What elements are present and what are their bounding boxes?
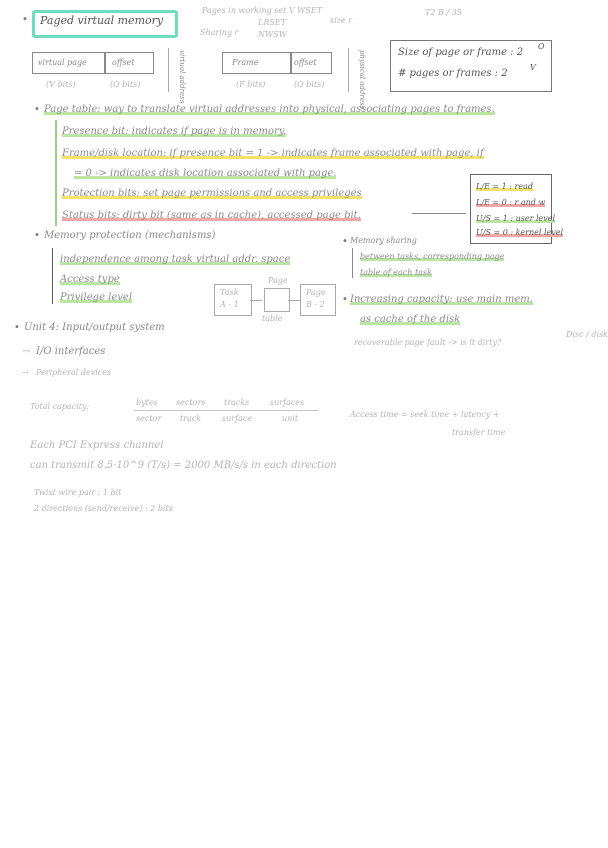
bullet-dot: • — [14, 322, 20, 333]
formula-num-1: bytes — [136, 398, 158, 407]
task-a-label: Task — [220, 288, 239, 297]
page-table-heading: Page table: way to translate virtual addresses into physical, associating pages to frames. — [44, 104, 495, 115]
bullet-dot: • — [34, 230, 40, 241]
page-table-box — [264, 288, 290, 312]
physical-side-label: physical address — [358, 50, 366, 110]
formula-num-2: sectors — [176, 398, 206, 407]
task-b-label: Page — [306, 288, 326, 297]
perm-line-2: L/E = 0 : r and w — [476, 198, 546, 207]
presence-bit-line: Presence bit: indicates if page is in memory. — [62, 126, 287, 137]
page-table-bracket — [55, 120, 57, 226]
pcie-heading: Each PCI Express channel — [30, 440, 164, 451]
virtual-side-label: virtual address — [178, 50, 186, 104]
virtual-offset-label: offset — [112, 58, 135, 67]
bullet-dot: • — [22, 14, 28, 25]
capacity-line-3: recoverable page fault -> is it dirty? — [354, 338, 502, 347]
formula-num-3: tracks — [224, 398, 250, 407]
bullet-dot: • — [342, 236, 348, 247]
protection-bracket — [52, 248, 53, 304]
header-right-note: T2 B / 35 — [425, 8, 462, 17]
page-label: Page — [268, 276, 288, 285]
physical-divider — [348, 48, 349, 92]
size-line-1: Size of page or frame : 2 — [398, 47, 524, 58]
physical-offset-label: offset — [294, 58, 317, 67]
perm-line-1: L/E = 1 : read — [476, 182, 533, 191]
virtual-page-label: virtual page — [38, 58, 87, 67]
arrow-to-perm-box — [412, 213, 466, 214]
frame-label: Frame — [232, 58, 259, 67]
virtual-divider — [168, 48, 169, 92]
task-a-sub: A - 1 — [220, 300, 239, 309]
protection-bits-line: Protection bits: set page permissions and access privileges — [62, 188, 362, 199]
access-time-line-1: Access time = seek time + latency + — [350, 410, 500, 419]
pcie-transmit-line: can transmit 8.5·10^9 (T/s) = 2000 MB/s/s in each direction — [30, 460, 337, 471]
total-capacity-label: Total capacity: — [30, 402, 90, 411]
protection-item-2: Access type — [60, 274, 120, 285]
task-b-sub: B - 2 — [306, 300, 325, 309]
memory-sharing-line-1: between tasks, corresponding page — [360, 252, 505, 261]
perm-line-4: U/S = 0 : kernel level — [476, 228, 564, 237]
io-interfaces-heading: I/O interfaces — [36, 346, 106, 357]
diagram-arrow-right — [288, 300, 300, 301]
bullet-dot: • — [34, 104, 40, 115]
physical-offset-bits: (O bits) — [294, 80, 325, 89]
capacity-line-1: Increasing capacity: use main mem. — [350, 294, 533, 305]
peripheral-heading: Peripheral devices — [36, 368, 112, 377]
bullet-dot: • — [342, 294, 348, 305]
capacity-line-2: as cache of the disk — [360, 314, 461, 325]
header-note-3: LRSET — [258, 18, 286, 27]
memory-sharing-line-2: table of each task — [360, 268, 432, 277]
memory-protection-heading: Memory protection (mechanisms) — [44, 230, 216, 241]
perm-line-3: U/S = 1 : user level — [476, 214, 556, 223]
page-title: Paged virtual memory — [40, 14, 164, 27]
unit4-heading: Unit 4: Input/output system — [24, 322, 165, 333]
formula-den-1: sector — [136, 414, 162, 423]
arrow-icon: → — [22, 346, 31, 357]
frame-location-line-1: Frame/disk location: if presence bit = 1 -> indicates frame associated with page, if — [62, 148, 484, 159]
header-note-2: size r — [330, 16, 352, 25]
header-note-5: NWSW — [258, 30, 287, 39]
pair-line: Twist wire pair : 1 bit — [34, 488, 122, 497]
header-note-1: Pages in working set V WSET — [202, 6, 323, 15]
size-line-2: # pages or frames : 2 — [398, 68, 508, 79]
table-label: table — [262, 314, 283, 323]
virtual-page-bits: (V bits) — [46, 80, 76, 89]
formula-num-4: surfaces — [270, 398, 305, 407]
header-note-4: Sharing r — [200, 28, 239, 37]
status-bits-line: Status bits: dirty bit (same as in cache), accessed page bit. — [62, 210, 361, 221]
directions-line: 2 directions (send/receive) : 2 bits — [34, 504, 173, 513]
sharing-bracket — [352, 248, 353, 278]
virtual-offset-bits: (O bits) — [110, 80, 141, 89]
capacity-side-note: Disc / disk — [566, 330, 608, 339]
frame-location-line-2: = 0 -> indicates disk location associated with page. — [74, 168, 337, 179]
size-line-2-exp: V — [530, 63, 536, 72]
memory-sharing-heading: Memory sharing — [350, 236, 417, 245]
frame-bits: (F bits) — [236, 80, 266, 89]
formula-den-2: track — [180, 414, 202, 423]
size-line-1-exp: O — [538, 42, 545, 51]
formula-bar — [134, 410, 318, 411]
arrow-icon: → — [22, 368, 29, 377]
protection-item-1: independence among task virtual addr. space — [60, 254, 291, 265]
formula-den-3: surface — [222, 414, 253, 423]
protection-item-3: Privilege level — [60, 292, 133, 303]
formula-den-4: unit — [282, 414, 299, 423]
access-time-line-2: transfer time — [452, 428, 506, 437]
diagram-arrow-left — [250, 300, 262, 301]
